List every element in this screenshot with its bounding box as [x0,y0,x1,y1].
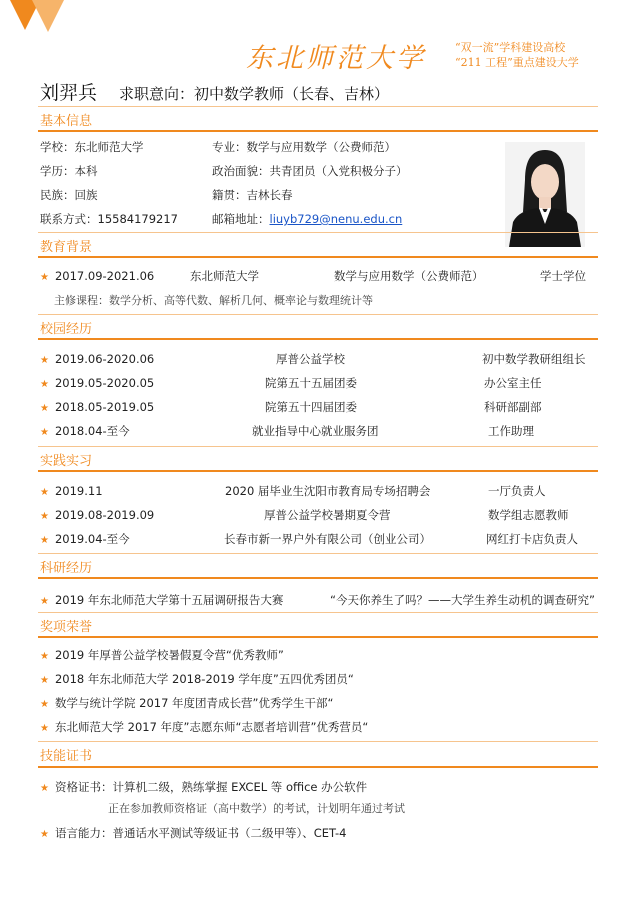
star-icon: ★ [40,699,49,710]
list-item: ★ 2019.05-2020.05 院第五十五届团委 办公室主任 [40,376,542,390]
section-title-campus: 校园经历 [40,322,93,337]
degree-info: 学历：本科 [40,164,98,178]
divider [38,446,598,447]
star-icon: ★ [40,487,49,498]
star-icon: ★ [40,379,49,390]
person-name: 刘羿兵 [40,82,98,104]
divider [38,130,598,132]
list-item: ★ 数学与统计学院 2017 年度团青成长营”优秀学生干部“ [40,696,334,710]
list-item: ★ 2019.11 2020 届毕业生沈阳市教育局专场招聘会 一厅负责人 [40,484,546,498]
job-intent: 求职意向：初中数学教师（长春、吉林） [119,85,390,103]
divider [38,741,598,742]
politics-info: 政治面貌：共青团员（入党积极分子） [212,164,408,178]
star-icon: ★ [40,272,49,283]
cert-subnote: 正在参加教师资格证（高中数学）的考试，计划明年通过考试 [108,802,405,815]
section-title-research: 科研经历 [40,561,93,576]
language-item: ★ 语言能力：普通话水平测试等级证书（二级甲等）、CET-4 [40,826,347,840]
list-item: ★ 2019.04-至今 长春市新一界户外有限公司（创业公司） 网红打卡店负责人 [40,532,578,546]
divider [38,232,598,233]
ethnicity-info: 民族：回族 [40,188,98,202]
cert-item: ★ 资格证书：计算机二级，熟练掌握 EXCEL 等 office 办公软件 [40,780,368,794]
star-icon: ★ [40,783,49,794]
list-item: ★ 2019 年厚普公益学校暑假夏令营“优秀教师” [40,648,284,662]
divider [38,553,598,554]
divider [38,470,598,472]
school-info: 学校：东北师范大学 [40,140,144,154]
university-slogan: “双一流”学科建设高校 “211 工程”重点建设大学 [455,41,579,69]
star-icon: ★ [40,427,49,438]
divider [38,577,598,579]
origin-info: 籍贯：吉林长春 [212,188,293,202]
star-icon: ★ [40,596,49,607]
major-info: 专业：数学与应用数学（公费师范） [212,140,396,154]
list-item: ★ 2018.05-2019.05 院第五十四届团委 科研部副部 [40,400,542,414]
email-link[interactable]: liuyb729@nenu.edu.cn [269,212,403,226]
star-icon: ★ [40,511,49,522]
star-icon: ★ [40,535,49,546]
divider [38,338,598,340]
divider [38,256,598,258]
section-title-basic: 基本信息 [40,114,93,129]
courses: 主修课程：数学分析、高等代数、解析几何、概率论与数理统计等 [54,294,373,307]
list-item: ★ 2019.06-2020.06 厚普公益学校 初中数学教研组组长 [40,352,586,366]
star-icon: ★ [40,403,49,414]
divider [38,636,598,638]
university-logo-text: 东北师范大学 [246,43,426,74]
star-icon: ★ [40,723,49,734]
list-item: ★ 2019.08-2019.09 厚普公益学校暑期夏令营 数学组志愿教师 [40,508,569,522]
section-title-awards: 奖项荣誉 [40,620,93,635]
divider [38,106,598,107]
education-row: ★ 2017.09-2021.06 东北师范大学 数学与应用数学（公费师范） 学士学位 [40,269,586,283]
university-header [0,30,638,74]
divider [38,612,598,613]
section-title-skills: 技能证书 [40,749,93,764]
section-title-practice: 实践实习 [40,454,93,469]
list-item: ★ 东北师范大学 2017 年度”志愿东师“志愿者培训营”优秀营员“ [40,720,369,734]
list-item: ★ 2018 年东北师范大学 2018-2019 学年度”五四优秀团员“ [40,672,354,686]
research-item: ★ 2019 年东北师范大学第十五届调研报告大赛 “今天你养生了吗？——大学生养生动机的调查研究” [40,593,595,607]
phone-info: 联系方式：15584179217 [40,212,178,226]
star-icon: ★ [40,355,49,366]
section-title-education: 教育背景 [40,240,93,255]
email-info: 邮箱地址：liuyb729@nenu.edu.cn [212,212,403,226]
list-item: ★ 2018.04-至今 就业指导中心就业服务团 工作助理 [40,424,534,438]
divider [38,766,598,768]
divider [38,314,598,315]
star-icon: ★ [40,675,49,686]
name-row [40,78,389,105]
star-icon: ★ [40,829,49,840]
star-icon: ★ [40,651,49,662]
